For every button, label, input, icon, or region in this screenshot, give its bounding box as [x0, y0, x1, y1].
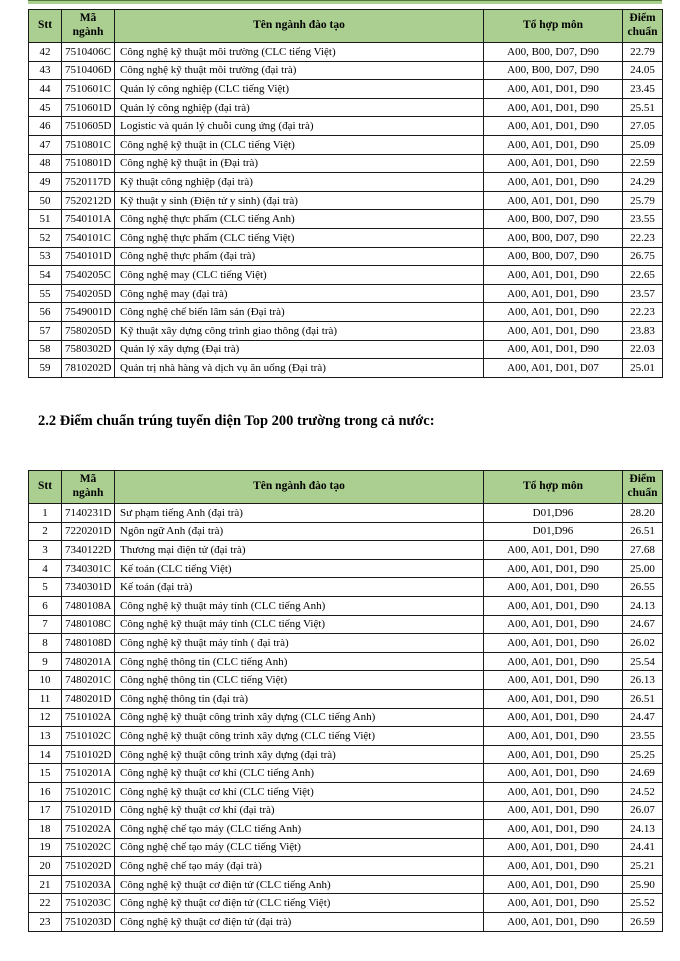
cell-score: 25.54: [623, 652, 663, 671]
cell-stt: 58: [29, 340, 62, 359]
table-row: [29, 596, 663, 615]
cell-name: Công nghệ kỹ thuật công trình xây dựng (CLC tiếng Việt): [115, 727, 484, 746]
cell-code: 7510102C: [62, 727, 115, 746]
cell-subjects: A00, A01, D01, D90: [484, 727, 623, 746]
cell-stt: 1: [29, 504, 62, 523]
cell-stt: 44: [29, 80, 62, 99]
cell-subjects: A00, B00, D07, D90: [484, 61, 623, 80]
table-row: [29, 857, 663, 876]
table-row: [29, 727, 663, 746]
table-row: [29, 708, 663, 727]
cell-score: 26.59: [623, 913, 663, 932]
cell-code: 7480201C: [62, 671, 115, 690]
cell-score: 22.23: [623, 228, 663, 247]
table-row: [29, 671, 663, 690]
cell-subjects: A00, A01, D01, D90: [484, 745, 623, 764]
cell-score: 23.83: [623, 321, 663, 340]
cell-code: 7510203D: [62, 913, 115, 932]
cell-stt: 49: [29, 173, 62, 192]
cell-stt: 54: [29, 266, 62, 285]
cell-name: Công nghệ kỹ thuật cơ khí (đại trà): [115, 801, 484, 820]
cell-code: 7510406D: [62, 61, 115, 80]
cell-code: 7510202A: [62, 820, 115, 839]
cell-name: Công nghệ kỹ thuật công trình xây dựng (đại trà): [115, 745, 484, 764]
cell-score: 25.21: [623, 857, 663, 876]
cell-name: Quản lý công nghiệp (đại trà): [115, 98, 484, 117]
cell-subjects: A00, A01, D01, D90: [484, 857, 623, 876]
cell-name: Công nghệ thực phẩm (CLC tiếng Anh): [115, 210, 484, 229]
cell-code: 7340122D: [62, 541, 115, 560]
cell-score: 26.55: [623, 578, 663, 597]
cell-code: 7580205D: [62, 321, 115, 340]
cell-score: 25.51: [623, 98, 663, 117]
cell-stt: 57: [29, 321, 62, 340]
table-row: [29, 247, 663, 266]
cell-subjects: A00, A01, D01, D90: [484, 596, 623, 615]
cell-stt: 12: [29, 708, 62, 727]
cell-subjects: A00, B00, D07, D90: [484, 247, 623, 266]
cell-name: Công nghệ kỹ thuật cơ điện tử (CLC tiếng Việt): [115, 894, 484, 913]
cell-name: Quản lý công nghiệp (CLC tiếng Việt): [115, 80, 484, 99]
table-row: [29, 321, 663, 340]
table-row: [29, 98, 663, 117]
cell-subjects: A00, A01, D01, D90: [484, 820, 623, 839]
cell-stt: 21: [29, 875, 62, 894]
cell-code: 7480108C: [62, 615, 115, 634]
cell-code: 7480201D: [62, 689, 115, 708]
cell-subjects: A00, A01, D01, D90: [484, 541, 623, 560]
cell-stt: 19: [29, 838, 62, 857]
col-header-ma-nganh: Mã ngành: [62, 10, 115, 43]
cell-name: Logistic và quản lý chuỗi cung ứng (đại trà): [115, 117, 484, 136]
cell-subjects: A00, B00, D07, D90: [484, 43, 623, 62]
cell-code: 7540101C: [62, 228, 115, 247]
cell-code: 7540101D: [62, 247, 115, 266]
cell-subjects: A00, A01, D01, D90: [484, 671, 623, 690]
cell-stt: 45: [29, 98, 62, 117]
cell-stt: 17: [29, 801, 62, 820]
cell-name: Ngôn ngữ Anh (đại trà): [115, 522, 484, 541]
cell-subjects: A00, A01, D01, D90: [484, 838, 623, 857]
cell-subjects: A00, B00, D07, D90: [484, 228, 623, 247]
cell-stt: 16: [29, 782, 62, 801]
cell-stt: 23: [29, 913, 62, 932]
admission-score-table-1: [28, 9, 663, 378]
cell-subjects: A00, A01, D01, D90: [484, 894, 623, 913]
cell-score: 25.09: [623, 135, 663, 154]
table-row: [29, 913, 663, 932]
cell-name: Công nghệ chế tạo máy (CLC tiếng Anh): [115, 820, 484, 839]
cell-score: 23.55: [623, 210, 663, 229]
cell-name: Công nghệ chế tạo máy (CLC tiếng Việt): [115, 838, 484, 857]
table-body: [29, 504, 663, 932]
cell-name: Công nghệ kỹ thuật máy tính (CLC tiếng Anh): [115, 596, 484, 615]
table-row: [29, 782, 663, 801]
table-row: [29, 173, 663, 192]
cell-score: 22.79: [623, 43, 663, 62]
cell-code: 7510201D: [62, 801, 115, 820]
cell-subjects: A00, A01, D01, D90: [484, 98, 623, 117]
cell-stt: 10: [29, 671, 62, 690]
cell-stt: 51: [29, 210, 62, 229]
cell-name: Công nghệ may (đại trà): [115, 284, 484, 303]
cell-stt: 52: [29, 228, 62, 247]
cell-stt: 20: [29, 857, 62, 876]
cell-score: 26.51: [623, 522, 663, 541]
cell-score: 26.13: [623, 671, 663, 690]
cell-subjects: A00, A01, D01, D90: [484, 615, 623, 634]
cell-score: 27.68: [623, 541, 663, 560]
col-header-to-hop-mon: Tổ hợp môn: [484, 10, 623, 43]
cell-stt: 53: [29, 247, 62, 266]
cell-stt: 22: [29, 894, 62, 913]
table-row: [29, 838, 663, 857]
section-heading: 2.2 Điểm chuẩn trúng tuyển diện Top 200 trường trong cả nước:: [38, 413, 435, 429]
cell-subjects: A00, A01, D01, D90: [484, 559, 623, 578]
cell-name: Công nghệ chế tạo máy (đại trà): [115, 857, 484, 876]
cell-name: Công nghệ kỹ thuật in (CLC tiếng Việt): [115, 135, 484, 154]
cell-code: 7480108D: [62, 634, 115, 653]
cell-subjects: A00, A01, D01, D90: [484, 321, 623, 340]
cell-stt: 43: [29, 61, 62, 80]
table-header: [29, 10, 663, 43]
table-row: [29, 359, 663, 378]
cell-subjects: A00, A01, D01, D90: [484, 191, 623, 210]
cell-stt: 2: [29, 522, 62, 541]
cell-code: 7140231D: [62, 504, 115, 523]
cell-code: 7480201A: [62, 652, 115, 671]
table-row: [29, 615, 663, 634]
cell-subjects: A00, A01, D01, D90: [484, 154, 623, 173]
table-row: [29, 801, 663, 820]
col-header-ten-nganh: Tên ngành đào tạo: [115, 471, 484, 504]
col-header-to-hop-mon: Tổ hợp môn: [484, 471, 623, 504]
cell-code: 7540101A: [62, 210, 115, 229]
cell-name: Công nghệ kỹ thuật máy tính ( đại trà): [115, 634, 484, 653]
cell-name: Kỹ thuật y sinh (Điện tử y sinh) (đại trà): [115, 191, 484, 210]
cell-score: 22.03: [623, 340, 663, 359]
table-row: [29, 820, 663, 839]
cell-code: 7510201C: [62, 782, 115, 801]
table-row: [29, 135, 663, 154]
cell-subjects: A00, A01, D01, D90: [484, 117, 623, 136]
cell-code: 7510605D: [62, 117, 115, 136]
cell-subjects: A00, A01, D01, D90: [484, 284, 623, 303]
cell-name: Công nghệ thực phẩm (đại trà): [115, 247, 484, 266]
cell-stt: 18: [29, 820, 62, 839]
cell-name: Công nghệ kỹ thuật công trình xây dựng (CLC tiếng Anh): [115, 708, 484, 727]
table-row: [29, 764, 663, 783]
cell-code: 7510203C: [62, 894, 115, 913]
cell-code: 7540205D: [62, 284, 115, 303]
cell-score: 25.00: [623, 559, 663, 578]
cell-score: 24.13: [623, 596, 663, 615]
cell-stt: 59: [29, 359, 62, 378]
cell-code: 7510202C: [62, 838, 115, 857]
cell-stt: 5: [29, 578, 62, 597]
table-row: [29, 745, 663, 764]
cell-score: 27.05: [623, 117, 663, 136]
cell-subjects: A00, A01, D01, D90: [484, 708, 623, 727]
table-row: [29, 284, 663, 303]
table-row: [29, 541, 663, 560]
table-row: [29, 559, 663, 578]
cell-code: 7340301D: [62, 578, 115, 597]
table-row: [29, 578, 663, 597]
cell-score: 22.65: [623, 266, 663, 285]
col-header-stt: Stt: [29, 10, 62, 43]
cell-stt: 50: [29, 191, 62, 210]
cell-score: 23.55: [623, 727, 663, 746]
cell-code: 7510102A: [62, 708, 115, 727]
top-edge-green-sliver: [28, 0, 662, 4]
cell-name: Công nghệ chế biến lâm sản (Đại trà): [115, 303, 484, 322]
cell-subjects: A00, A01, D01, D90: [484, 913, 623, 932]
table-row: [29, 266, 663, 285]
table-row: [29, 689, 663, 708]
cell-code: 7510203A: [62, 875, 115, 894]
table-row: [29, 228, 663, 247]
cell-score: 24.67: [623, 615, 663, 634]
cell-stt: 47: [29, 135, 62, 154]
cell-code: 7510102D: [62, 745, 115, 764]
cell-score: 24.41: [623, 838, 663, 857]
col-header-diem-chuan: Điểm chuẩn: [623, 10, 663, 43]
cell-stt: 15: [29, 764, 62, 783]
cell-score: 23.45: [623, 80, 663, 99]
cell-subjects: A00, A01, D01, D90: [484, 578, 623, 597]
cell-subjects: A00, A01, D01, D90: [484, 652, 623, 671]
table-row: [29, 117, 663, 136]
cell-subjects: A00, A01, D01, D90: [484, 634, 623, 653]
cell-stt: 55: [29, 284, 62, 303]
cell-subjects: A00, A01, D01, D90: [484, 782, 623, 801]
cell-score: 22.23: [623, 303, 663, 322]
cell-stt: 8: [29, 634, 62, 653]
cell-subjects: A00, A01, D01, D07: [484, 359, 623, 378]
cell-name: Công nghệ thực phẩm (CLC tiếng Việt): [115, 228, 484, 247]
cell-name: Kế toán (đại trà): [115, 578, 484, 597]
cell-subjects: A00, A01, D01, D90: [484, 764, 623, 783]
table-row: [29, 303, 663, 322]
cell-score: 26.75: [623, 247, 663, 266]
cell-code: 7510202D: [62, 857, 115, 876]
cell-score: 26.02: [623, 634, 663, 653]
table-header: [29, 471, 663, 504]
cell-subjects: A00, A01, D01, D90: [484, 135, 623, 154]
cell-name: Công nghệ kỹ thuật cơ khí (CLC tiếng Việt): [115, 782, 484, 801]
cell-code: 7520212D: [62, 191, 115, 210]
cell-name: Công nghệ kỹ thuật máy tính (CLC tiếng Việt): [115, 615, 484, 634]
col-header-diem-chuan: Điểm chuẩn: [623, 471, 663, 504]
cell-code: 7580302D: [62, 340, 115, 359]
cell-code: 7220201D: [62, 522, 115, 541]
cell-score: 26.51: [623, 689, 663, 708]
cell-score: 25.52: [623, 894, 663, 913]
cell-stt: 42: [29, 43, 62, 62]
cell-subjects: A00, A01, D01, D90: [484, 875, 623, 894]
cell-subjects: A00, A01, D01, D90: [484, 801, 623, 820]
table-row: [29, 210, 663, 229]
table-row: [29, 191, 663, 210]
cell-stt: 14: [29, 745, 62, 764]
cell-name: Quản trị nhà hàng và dịch vụ ăn uống (Đại trà): [115, 359, 484, 378]
cell-stt: 13: [29, 727, 62, 746]
table-row: [29, 43, 663, 62]
cell-stt: 46: [29, 117, 62, 136]
cell-name: Quản lý xây dựng (Đại trà): [115, 340, 484, 359]
admission-score-table-2: [28, 470, 663, 932]
cell-subjects: A00, B00, D07, D90: [484, 210, 623, 229]
table-row: [29, 652, 663, 671]
cell-code: 7510801C: [62, 135, 115, 154]
cell-stt: 56: [29, 303, 62, 322]
cell-subjects: A00, A01, D01, D90: [484, 173, 623, 192]
cell-stt: 3: [29, 541, 62, 560]
cell-score: 24.05: [623, 61, 663, 80]
cell-stt: 11: [29, 689, 62, 708]
cell-stt: 9: [29, 652, 62, 671]
cell-code: 7540205C: [62, 266, 115, 285]
cell-score: 25.90: [623, 875, 663, 894]
cell-stt: 7: [29, 615, 62, 634]
cell-subjects: D01,D96: [484, 522, 623, 541]
col-header-stt: Stt: [29, 471, 62, 504]
cell-subjects: A00, A01, D01, D90: [484, 689, 623, 708]
table-row: [29, 522, 663, 541]
cell-score: 26.07: [623, 801, 663, 820]
table-row: [29, 80, 663, 99]
cell-code: 7810202D: [62, 359, 115, 378]
cell-score: 24.47: [623, 708, 663, 727]
table-header-row: [29, 10, 663, 43]
cell-score: 23.57: [623, 284, 663, 303]
cell-subjects: A00, A01, D01, D90: [484, 266, 623, 285]
cell-stt: 6: [29, 596, 62, 615]
table-row: [29, 875, 663, 894]
cell-code: 7510801D: [62, 154, 115, 173]
cell-code: 7510406C: [62, 43, 115, 62]
cell-name: Kế toán (CLC tiếng Việt): [115, 559, 484, 578]
cell-name: Công nghệ thông tin (CLC tiếng Anh): [115, 652, 484, 671]
table-row: [29, 154, 663, 173]
cell-name: Công nghệ kỹ thuật in (Đại trà): [115, 154, 484, 173]
table-row: [29, 61, 663, 80]
cell-score: 28.20: [623, 504, 663, 523]
cell-name: Kỹ thuật xây dựng công trình giao thông (đại trà): [115, 321, 484, 340]
cell-code: 7549001D: [62, 303, 115, 322]
cell-score: 22.59: [623, 154, 663, 173]
cell-code: 7520117D: [62, 173, 115, 192]
cell-subjects: A00, A01, D01, D90: [484, 80, 623, 99]
cell-score: 24.13: [623, 820, 663, 839]
table-header-row: [29, 471, 663, 504]
cell-code: 7340301C: [62, 559, 115, 578]
cell-score: 25.25: [623, 745, 663, 764]
cell-name: Công nghệ may (CLC tiếng Việt): [115, 266, 484, 285]
cell-code: 7480108A: [62, 596, 115, 615]
cell-name: Công nghệ kỹ thuật cơ điện tử (đại trà): [115, 913, 484, 932]
cell-code: 7510601C: [62, 80, 115, 99]
cell-name: Công nghệ kỹ thuật môi trường (đại trà): [115, 61, 484, 80]
cell-name: Công nghệ thông tin (đại trà): [115, 689, 484, 708]
cell-name: Công nghệ thông tin (CLC tiếng Việt): [115, 671, 484, 690]
cell-score: 24.52: [623, 782, 663, 801]
cell-name: Kỹ thuật công nghiệp (đại trà): [115, 173, 484, 192]
table-row: [29, 504, 663, 523]
cell-score: 24.29: [623, 173, 663, 192]
cell-score: 25.79: [623, 191, 663, 210]
table-row: [29, 894, 663, 913]
cell-subjects: A00, A01, D01, D90: [484, 340, 623, 359]
table-body: [29, 43, 663, 378]
cell-name: Sư phạm tiếng Anh (đại trà): [115, 504, 484, 523]
cell-stt: 4: [29, 559, 62, 578]
cell-subjects: A00, A01, D01, D90: [484, 303, 623, 322]
cell-name: Công nghệ kỹ thuật cơ khí (CLC tiếng Anh): [115, 764, 484, 783]
cell-name: Thương mại điện tử (đại trà): [115, 541, 484, 560]
cell-stt: 48: [29, 154, 62, 173]
table-row: [29, 634, 663, 653]
cell-code: 7510601D: [62, 98, 115, 117]
cell-name: Công nghệ kỹ thuật cơ điện tử (CLC tiếng Anh): [115, 875, 484, 894]
col-header-ma-nganh: Mã ngành: [62, 471, 115, 504]
col-header-ten-nganh: Tên ngành đào tạo: [115, 10, 484, 43]
table-row: [29, 340, 663, 359]
cell-score: 25.01: [623, 359, 663, 378]
cell-subjects: D01,D96: [484, 504, 623, 523]
cell-score: 24.69: [623, 764, 663, 783]
cell-code: 7510201A: [62, 764, 115, 783]
cell-name: Công nghệ kỹ thuật môi trường (CLC tiếng Việt): [115, 43, 484, 62]
